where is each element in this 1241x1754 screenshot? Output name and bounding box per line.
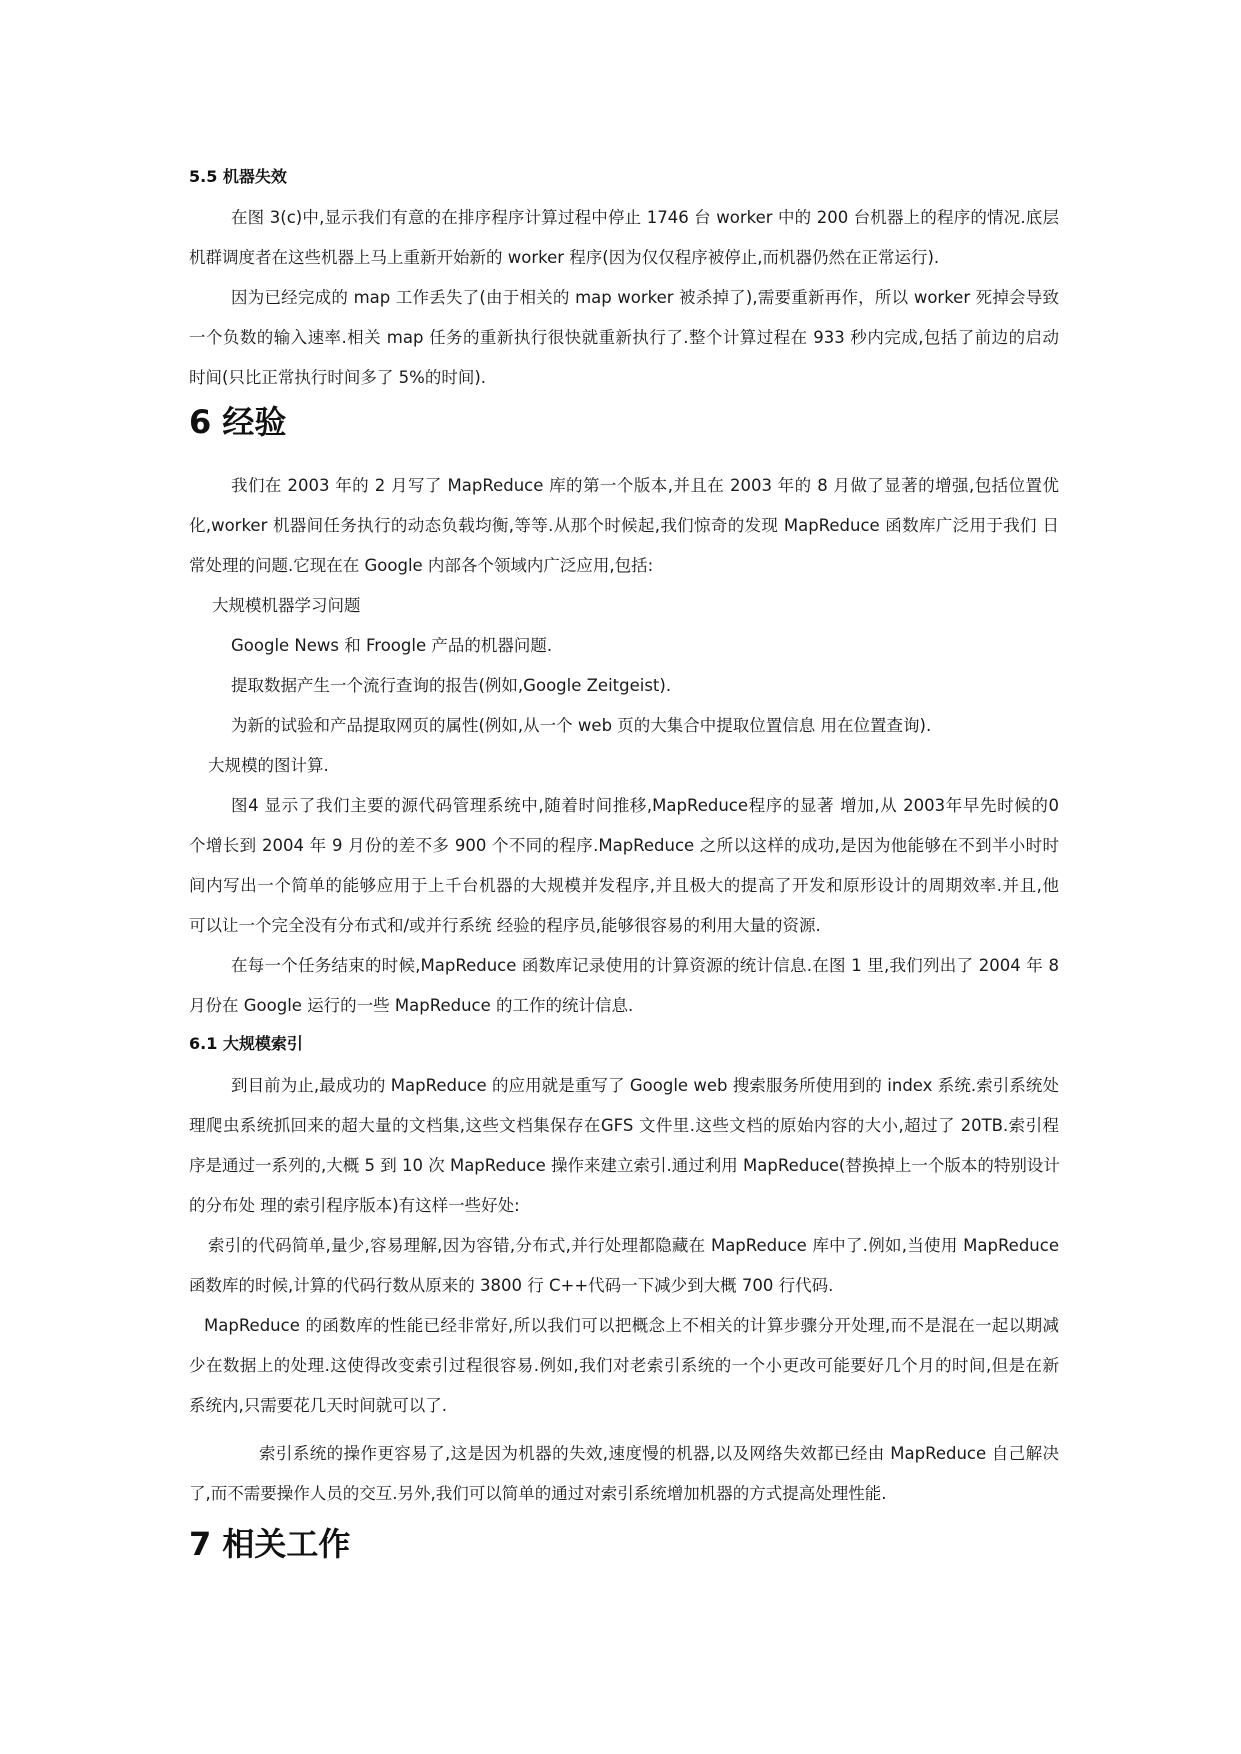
paragraph-line: 系统内,只需要花几天时间就可以了. bbox=[189, 1396, 447, 1415]
paragraph-line: 我们在 2003 年的 2 月写了 MapReduce 库的第一个版本,并且在 2003 年的 8 月做了显著的增强,包括位置优 bbox=[231, 476, 1059, 495]
list-item: 提取数据产生一个流行查询的报告(例如,Google Zeitgeist). bbox=[231, 676, 672, 695]
paragraph-line: 理爬虫系统抓回来的超大量的文档集,这些文档集保存在GFS 文件里.这些文档的原始内容的大小,超过了 20TB.索引程 bbox=[189, 1116, 1059, 1135]
paragraph-line: 机群调度者在这些机器上马上重新开始新的 worker 程序(因为仅仅程序被停止,而机器仍然在正常运行). bbox=[189, 248, 940, 267]
paragraph-line: 个增长到 2004 年 9 月份的差不多 900 个不同的程序.MapReduce 之所以这样的成功,是因为他能够在不到半小时时 bbox=[189, 836, 1059, 855]
paragraph-line: 化,worker 机器间任务执行的动态负载均衡,等等.从那个时候起,我们惊奇的发现 MapReduce 函数库广泛用于我们 日 bbox=[189, 516, 1059, 535]
paragraph-line: 索引的代码简单,量少,容易理解,因为容错,分布式,并行处理都隐藏在 MapReduce 库中了.例如,当使用 MapReduce bbox=[208, 1236, 1059, 1255]
paragraph-line: 在图 3(c)中,显示我们有意的在排序程序计算过程中停止 1746 台 worker 中的 200 台机器上的程序的情况.底层 bbox=[231, 208, 1059, 227]
section-heading-6-1: 6.1 大规模索引 bbox=[189, 1034, 303, 1053]
list-item: 大规模机器学习问题 bbox=[212, 596, 361, 615]
paragraph-line: 因为已经完成的 map 工作丢失了(由于相关的 map worker 被杀掉了),需要重新再作，所以 worker 死掉会导致 bbox=[231, 288, 1059, 307]
paragraph-line: 可以让一个完全没有分布式和/或并行系统 经验的程序员,能够很容易的利用大量的资源. bbox=[189, 916, 821, 935]
paragraph-line: MapReduce 的函数库的性能已经非常好,所以我们可以把概念上不相关的计算步骤分开处理,而不是混在一起以期减 bbox=[204, 1316, 1059, 1335]
paragraph-line: 索引系统的操作更容易了,这是因为机器的失效,速度慢的机器,以及网络失效都已经由 MapReduce 自己解决 bbox=[259, 1444, 1059, 1463]
list-item: Google News 和 Froogle 产品的机器问题. bbox=[231, 636, 553, 655]
section-heading-5-5: 5.5 机器失效 bbox=[189, 167, 287, 186]
paragraph-line: 时间(只比正常执行时间多了 5%的时间). bbox=[189, 368, 487, 387]
paragraph-line: 常处理的问题.它现在在 Google 内部各个领域内广泛应用,包括: bbox=[189, 556, 654, 575]
list-item: 为新的试验和产品提取网页的属性(例如,从一个 web 页的大集合中提取位置信息 用在位置查询). bbox=[231, 716, 932, 735]
list-item: 大规模的图计算. bbox=[208, 756, 329, 775]
paragraph-line: 函数库的时候,计算的代码行数从原来的 3800 行 C++代码一下减少到大概 700 行代码. bbox=[189, 1276, 834, 1295]
paragraph-line: 少在数据上的处理.这使得改变索引过程很容易.例如,我们对老索引系统的一个小更改可能要好几个月的时间,但是在新 bbox=[189, 1356, 1059, 1375]
paragraph-line: 一个负数的输入速率.相关 map 任务的重新执行很快就重新执行了.整个计算过程在 933 秒内完成,包括了前边的启动 bbox=[189, 328, 1059, 347]
section-heading-6: 6 经验 bbox=[189, 403, 287, 441]
paragraph-line: 月份在 Google 运行的一些 MapReduce 的工作的统计信息. bbox=[189, 996, 634, 1015]
paragraph-line: 在每一个任务结束的时候,MapReduce 函数库记录使用的计算资源的统计信息.在图 1 里,我们列出了 2004 年 8 bbox=[231, 956, 1059, 975]
paragraph-line: 序是通过一系列的,大概 5 到 10 次 MapReduce 操作来建立索引.通过利用 MapReduce(替换掉上一个版本的特别设计 bbox=[189, 1156, 1060, 1175]
paragraph-line: 间内写出一个简单的能够应用于上千台机器的大规模并发程序,并且极大的提高了开发和原形设计的周期效率.并且,他 bbox=[189, 876, 1059, 895]
paragraph-line: 的分布处 理的索引程序版本)有这样一些好处: bbox=[189, 1196, 520, 1215]
section-heading-7: 7 相关工作 bbox=[189, 1525, 351, 1563]
paragraph-line: 了,而不需要操作人员的交互.另外,我们可以简单的通过对索引系统增加机器的方式提高处理性能. bbox=[189, 1484, 887, 1503]
paragraph-line: 到目前为止,最成功的 MapReduce 的应用就是重写了 Google web 搜索服务所使用到的 index 系统.索引系统处 bbox=[231, 1076, 1060, 1095]
paragraph-line: 图4 显示了我们主要的源代码管理系统中,随着时间推移,MapReduce程序的显著 增加,从 2003年早先时候的0 bbox=[231, 796, 1059, 815]
